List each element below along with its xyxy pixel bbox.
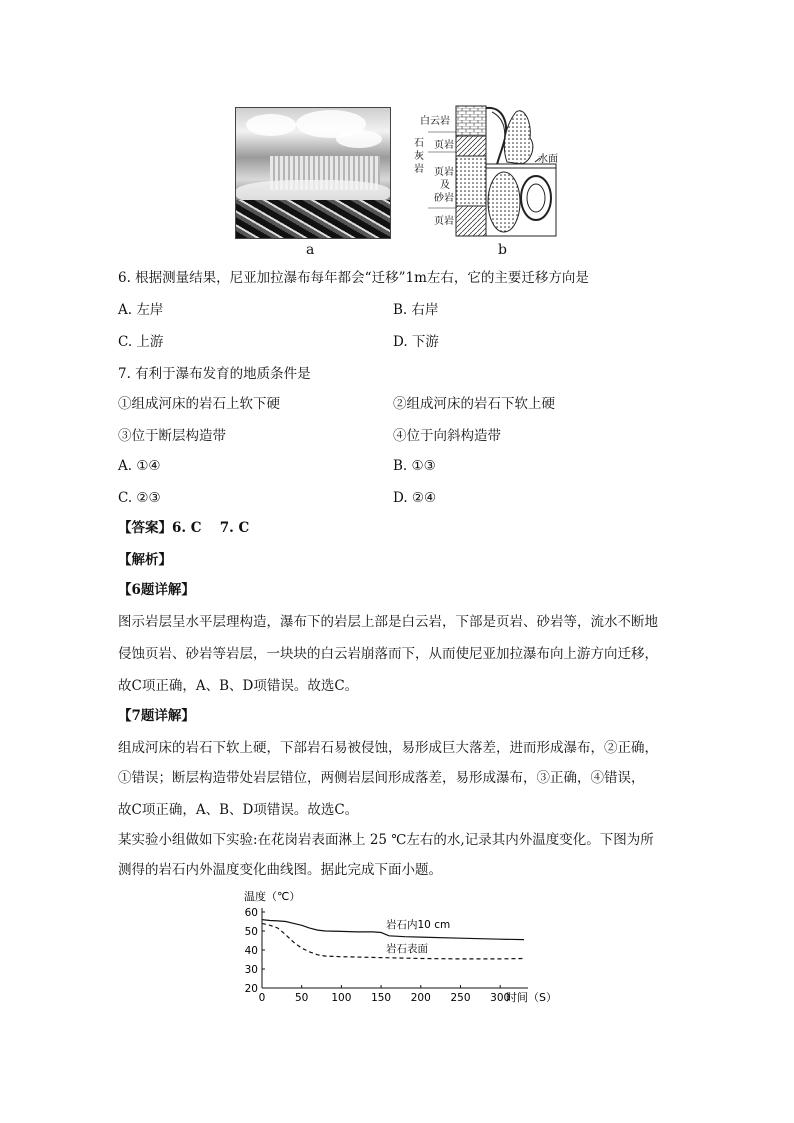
detail7-line-1: 组成河床的岩石下软上硬，下部岩石易被侵蚀，易形成巨大落差，进而形成瀑布，②正确，: [118, 740, 658, 756]
intro-line-2: 测得的岩石内外温度变化曲线图。据此完成下面小题。: [118, 862, 442, 878]
q7-option-c: C. ②③: [118, 490, 161, 506]
q7-option-b: B. ①③: [393, 458, 436, 474]
q7-statement-4: ④位于向斜构造带: [393, 428, 501, 444]
label-limestone-1: 石: [414, 138, 424, 149]
label-limestone-3: 岩: [414, 164, 424, 175]
series-label-surface: 岩石表面: [386, 943, 428, 955]
x-tick-label: 200: [410, 992, 431, 1004]
x-tick-label: 100: [331, 992, 352, 1004]
waterfall-geology-diagram: [412, 102, 562, 242]
q7-statement-2: ②组成河床的岩石下软上硬: [393, 396, 555, 412]
q6-option-b: B. 右岸: [393, 302, 439, 318]
y-tick-label: 50: [244, 926, 258, 938]
detail7-title: 【7题详解】: [118, 708, 195, 724]
q7-statement-1: ①组成河床的岩石上软下硬: [118, 396, 280, 412]
detail6-line-2: 侵蚀页岩、砂岩等岩层，一块块的白云岩崩落而下，从而使尼亚加拉瀑布向上游方向迁移，: [118, 646, 658, 662]
q7-option-d: D. ②④: [393, 490, 437, 506]
label-shale-sandstone-1: 页岩: [434, 167, 454, 178]
caption-a: a: [306, 242, 315, 258]
q6-option-c: C. 上游: [118, 334, 164, 350]
label-dolomite: 白云岩: [420, 116, 450, 127]
x-tick-label: 300: [490, 992, 511, 1004]
detail6-line-3: 故C项正确，A、B、D项错误。故选C。: [118, 678, 359, 694]
label-shale-2: 页岩: [434, 216, 454, 227]
temperature-chart: [236, 886, 566, 1008]
detail7-line-2: ①错误；断层构造带处岩层错位，两侧岩层间形成落差，易形成瀑布，③正确，④错误，: [118, 770, 645, 786]
q6-option-a: A. 左岸: [118, 302, 164, 318]
label-shale-sandstone-3: 砂岩: [434, 193, 454, 204]
q7-stem: 7. 有利于瀑布发育的地质条件是: [118, 366, 311, 382]
label-shale-sandstone-2: 及: [440, 180, 450, 191]
chart-xlabel: 时间（S）: [506, 991, 557, 1004]
x-tick-label: 250: [450, 992, 471, 1004]
detail6-line-1: 图示岩层呈水平层理构造，瀑布下的岩层上部是白云岩，下部是页岩、砂岩等，流水不断地: [118, 614, 658, 630]
chart-ylabel: 温度（℃）: [244, 890, 301, 903]
answer-line: 【答案】6. C 7. C: [118, 520, 250, 536]
q7-statement-3: ③位于断层构造带: [118, 428, 226, 444]
x-tick-label: 0: [258, 992, 266, 1004]
series-label-inner: 岩石内10 cm: [386, 919, 451, 931]
detail7-line-3: 故C项正确，A、B、D项错误。故选C。: [118, 802, 359, 818]
caption-b: b: [498, 242, 507, 258]
y-tick-label: 30: [244, 964, 258, 976]
analysis-title: 【解析】: [118, 552, 172, 568]
q6-stem: 6. 根据测量结果，尼亚加拉瀑布每年都会“迁移”1m左右，它的主要迁移方向是: [118, 270, 589, 286]
y-tick-label: 20: [244, 983, 258, 995]
detail6-title: 【6题详解】: [118, 582, 195, 598]
q7-option-a: A. ①④: [118, 458, 161, 474]
intro-line-1: 某实验小组做如下实验:在花岗岩表面淋上 25 ℃左右的水,记录其内外温度变化。下图为所: [118, 832, 654, 848]
y-tick-label: 40: [244, 945, 258, 957]
y-tick-label: 60: [244, 907, 258, 919]
waterfall-photo: [235, 107, 391, 239]
x-tick-label: 50: [295, 992, 309, 1004]
label-limestone-2: 灰: [414, 151, 424, 162]
label-shale-1: 页岩: [434, 140, 454, 151]
x-tick-label: 150: [371, 992, 392, 1004]
q6-option-d: D. 下游: [393, 334, 439, 350]
label-water-surface: 水面: [538, 154, 558, 165]
